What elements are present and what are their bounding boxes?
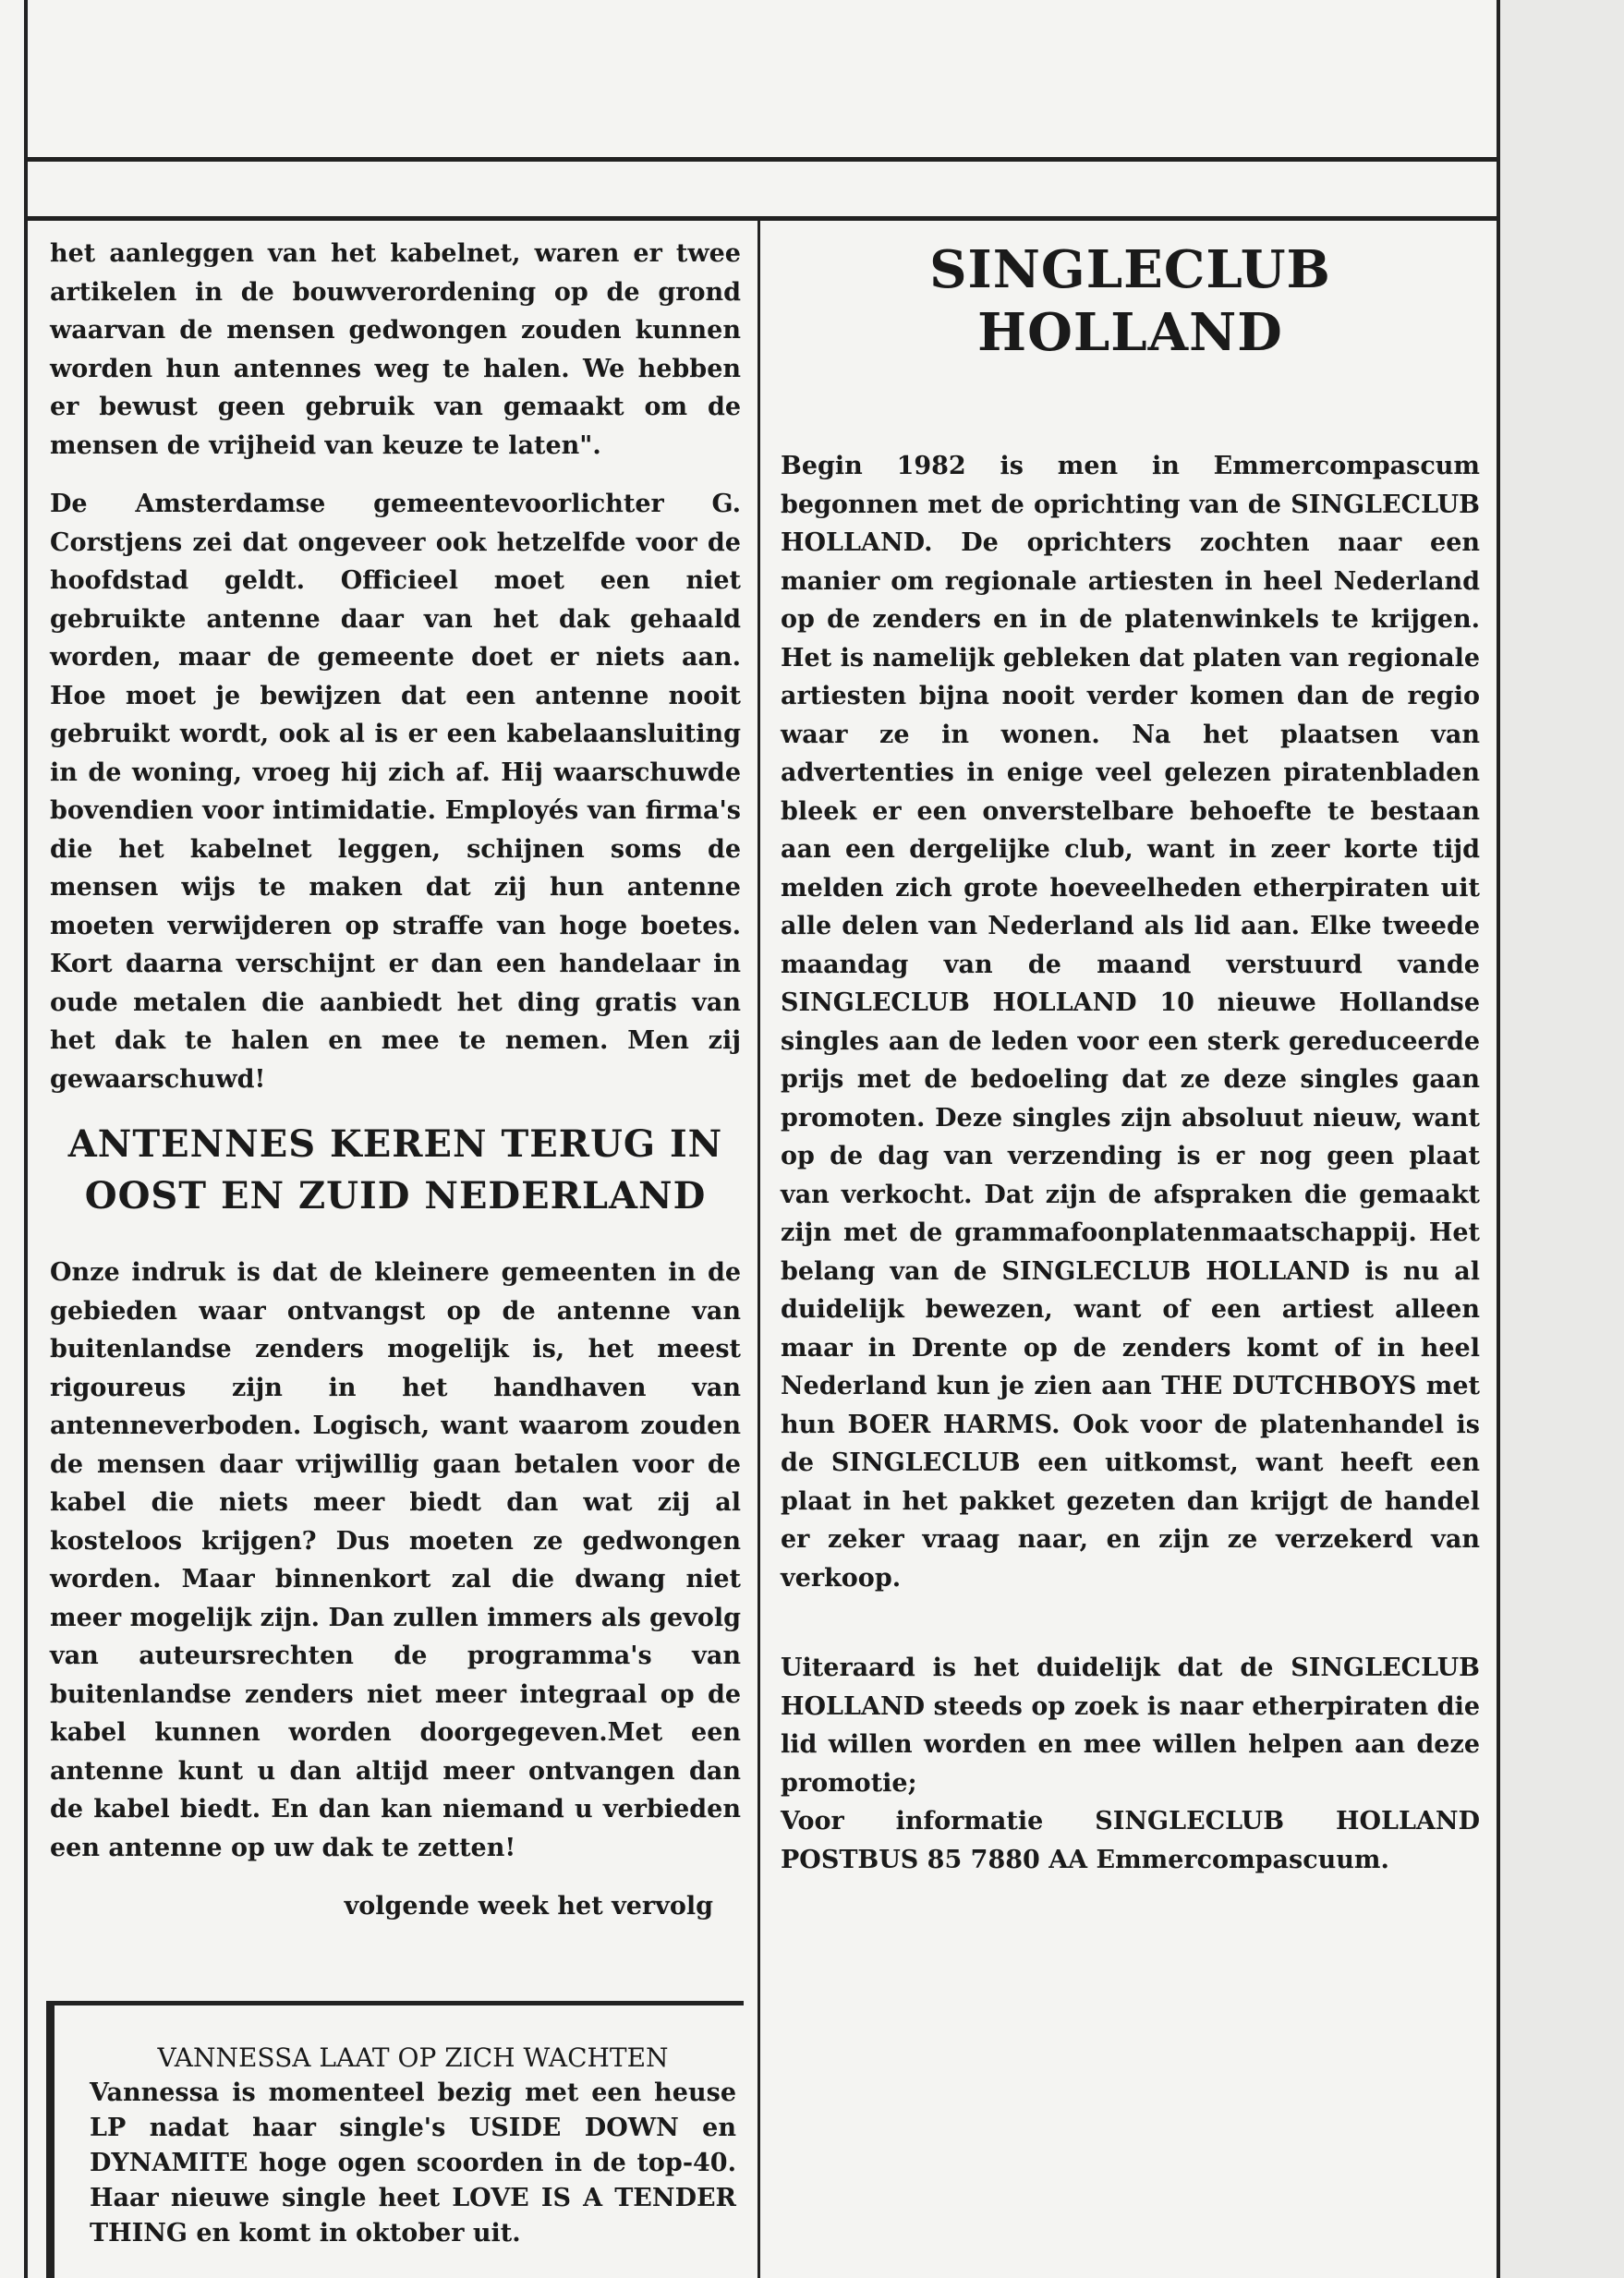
top-rule: [26, 157, 1500, 162]
article-heading: ANTENNES KEREN TERUG IN OOST EN ZUID NEDERLAND: [67, 1122, 723, 1218]
singleclub-heading: SINGLECLUB HOLLAND: [929, 239, 1331, 363]
article-body: Onze indruk is dat de kleinere gemeenten in de gebieden waar ontvangst op de antenne van buitenlandse zenders mogelijk is, het meest rigoureus zijn in het handhaven van antenneverboden. Logisch, want waarom zouden de mensen daar vrijwillig gaan betalen voor de kabel die niets meer biedt dan wat zij al kosteloos krijgen? Dus moeten ze gedwongen worden. Maar binnenkort zal die dwang niet meer mogelijk zijn. Dan zullen immers als gevolg van auteursrechten de programma's van buitenlandse zenders niet meer integraal op de kabel kunnen worden doorgegeven.Met een antenne kunt u dan altijd meer ontvangen dan de kabel biedt. En dan kan niemand u verbieden een antenne op uw dak te zetten!: [50, 1258, 741, 1862]
column-divider: [757, 220, 760, 2278]
left-column: [50, 235, 741, 1946]
left-border-rule: [24, 0, 28, 2278]
news-box: [46, 2001, 744, 2278]
right-column: [781, 447, 1480, 1899]
right-border-rule: [1497, 0, 1500, 2278]
paper-edge: [1500, 0, 1624, 2278]
box-title: VANNESSA LAAT OP ZICH WACHTEN: [157, 2042, 669, 2073]
paragraph: Begin 1982 is men in Emmercompascum begonnen met de oprichting van de SINGLECLUB HOLLAND. De oprichters zochten naar een manier om regionale artiesten in heel Nederland op de zenders en in de platenwinkels te krijgen. Het is namelijk gebleken dat platen van regionale artiesten bijna nooit verder komen dan de regio waar ze in wonen. Na het plaatsen van advertenties in enige veel gelezen piratenbladen bleek er een onverstelbare behoefte te bestaan aan een dergelijke club, want in zeer korte tijd melden zich grote hoeveelheden etherpiraten uit alle delen van Nederland als lid aan. Elke tweede maandag van de maand verstuurd vande SINGLECLUB HOLLAND 10 nieuwe Hollandse singles aan de leden voor een sterk gereduceerde prijs met de bedoeling dat ze deze singles gaan promoten. Deze singles zijn absoluut nieuw, want op de dag van verzending is er nog geen plaat van verkocht. Dat zijn de afspraken die gemaakt zijn met de grammafoonplatenmaatschappij. Het belang van de SINGLECLUB HOLLAND is nu al duidelijk bewezen, want of een artiest alleen maar in Drente op de zenders komt of in heel Nederland kun je zien aan THE DUTCHBOYS met hun BOER HARMS. Ook voor de platenhandel is de SINGLECLUB een uitkomst, want heeft een plaat in het pakket gezeten dan krijgt de handel er zeker vraag naar, en zijn ze verzekerd van verkoop.: [781, 452, 1480, 1593]
continuation-note: volgende week het vervolg: [344, 1892, 713, 1921]
paragraph: De Amsterdamse gemeentevoorlichter G. Corstjens zei dat ongeveer ook hetzelfde voor de hoofdstad geldt. Officieel moet een niet gebruikte antenne daar van het dak gehaald worden, maar de gemeente doet er niets aan. Hoe moet je bewijzen dat een antenne nooit gebruikt wordt, ook al is er een kabelaansluiting in de woning, vroeg hij zich af. Hij waarschuwde bovendien voor intimidatie. Employés van firma's die het kabelnet leggen, schijnen soms de mensen wijs te maken dat zij hun antenne moeten verwijderen op straffe van hoge boetes. Kort daarna verschijnt er dan een handelaar in oude metalen die aanbiedt het ding gratis van het dak te halen en mee te nemen. Men zij gewaarschuwd!: [50, 490, 741, 1094]
paragraph: Uiteraard is het duidelijk dat de SINGLECLUB HOLLAND steeds op zoek is naar etherpiraten die lid willen worden en mee willen helpen aan deze promotie;: [781, 1654, 1480, 1798]
header-rule: [26, 216, 1500, 221]
box-text: Vannessa is momenteel bezig met een heuse LP nadat haar single's USIDE DOWN en DYNAMITE hoge ogen scoorden in de top-40. Haar nieuwe single heet LOVE IS A TENDER THING en komt in oktober uit.: [90, 2078, 736, 2248]
contact-info: Voor informatie SINGLECLUB HOLLAND POSTBUS 85 7880 AA Emmercompascuum.: [781, 1807, 1480, 1874]
paragraph: het aanleggen van het kabelnet, waren er twee artikelen in de bouwverordening op de grond waarvan de mensen gedwongen zouden kunnen worden hun antennes weg te halen. We hebben er bewust geen gebruik van gemaakt om de mensen de vrijheid van keuze te laten".: [50, 239, 741, 460]
